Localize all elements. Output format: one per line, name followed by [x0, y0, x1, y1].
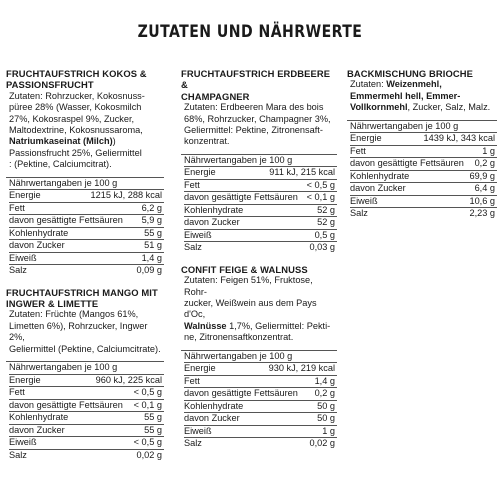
nutrient-value: 6,2 g	[141, 202, 162, 213]
nutrient-value: 1,4 g	[141, 252, 162, 263]
ingredients-line: Geliermittel: Pektine, Zitronensaft-	[184, 125, 323, 136]
nutrition-row	[350, 133, 497, 146]
ingredients-line: 68%, Rohrzucker, Champagner 3%,	[184, 113, 331, 124]
nutrition-row	[184, 192, 337, 205]
nutrient-value: 69,9 g	[469, 170, 495, 181]
product-title	[181, 68, 337, 102]
allergen-text: Emmermehl hell, Emmer-	[350, 90, 461, 101]
ingredients-line: zucker, Weißwein aus dem Pays d'Oc,	[184, 298, 317, 320]
ingredients-line: Zutaten: Früchte (Mangos 61%,	[9, 309, 139, 320]
nutrition-row	[184, 205, 337, 218]
nutrition-row	[184, 401, 337, 414]
ingredients-text	[6, 91, 164, 171]
nutrient-value: 51 g	[144, 240, 162, 251]
nutrition-header-label: Nährwertangaben je 100 g	[184, 154, 293, 165]
nutrient-value: 0,02 g	[136, 449, 162, 460]
nutrition-row	[9, 412, 164, 425]
nutrition-header-label: Nährwertangaben je 100 g	[9, 177, 118, 188]
page-title: ZUTATEN UND NÄHRWERTE	[137, 22, 363, 42]
nutrient-value: < 0,5 g	[133, 387, 162, 398]
nutrient-value: 1,4 g	[314, 375, 335, 386]
ingredients-line: Zutaten: Weizenmehl,	[350, 79, 442, 90]
nutrition-header	[9, 362, 164, 375]
nutrition-row	[184, 167, 337, 180]
nutrient-value: 50 g	[317, 413, 335, 424]
product-block	[181, 264, 337, 450]
nutrition-row	[184, 180, 337, 193]
ingredients-text	[6, 309, 164, 355]
nutrition-row	[350, 158, 497, 171]
nutrient-value: 0,2 g	[474, 158, 495, 169]
nutrient-value: 1 g	[482, 145, 495, 156]
nutrition-row	[9, 265, 164, 277]
nutrition-row	[184, 242, 337, 254]
ingredients-line: Vollkornmehl, Zucker, Salz, Malz.	[350, 102, 491, 113]
nutrient-value: 0,2 g	[314, 388, 335, 399]
product-block	[6, 287, 164, 461]
product-title	[6, 287, 164, 310]
product-title-line: CONFIT FEIGE & WALNUSS	[181, 263, 308, 275]
product-title-line: FRUCHTAUFSTRICH ERDBEERE &	[181, 68, 331, 91]
nutrient-label: davon Zucker	[350, 183, 406, 194]
product-title	[347, 68, 497, 79]
product-block	[6, 68, 164, 277]
nutrient-value: 0,5 g	[314, 229, 335, 240]
nutrient-value: 0,09 g	[136, 265, 162, 276]
nutrition-row	[350, 208, 497, 220]
nutrition-row	[9, 215, 164, 228]
product-block	[181, 68, 337, 254]
nutrient-value: 50 g	[317, 400, 335, 411]
nutrition-row	[184, 217, 337, 230]
nutrient-label: Kohlenhydrate	[350, 170, 410, 181]
nutrient-label: Salz	[9, 265, 27, 276]
nutrient-label: davon gesättigte Fettsäuren	[350, 158, 464, 169]
ingredients-line: Zutaten: Feigen 51%, Fruktose, Rohr-	[184, 275, 313, 297]
nutrient-value: 55 g	[144, 412, 162, 423]
nutrient-label: Energie	[9, 190, 41, 201]
product-title-line: FRUCHTAUFSTRICH KOKOS &	[6, 68, 147, 79]
ingredients-line: : (Pektine, Calciumcitrat).	[9, 159, 112, 170]
nutrient-value: 52 g	[317, 217, 335, 228]
nutrient-label: Kohlenhydrate	[184, 400, 244, 411]
nutrient-label: davon gesättigte Fettsäuren	[184, 192, 298, 203]
nutrition-table	[181, 154, 337, 254]
nutrition-row	[350, 146, 497, 159]
nutrition-row	[184, 426, 337, 439]
nutrient-label: Energie	[9, 374, 41, 385]
allergen-text: Weizenmehl,	[386, 79, 442, 90]
allergen-text: Vollkornmehl	[350, 102, 408, 113]
nutrition-table	[6, 361, 164, 461]
nutrition-header-label: Nährwertangaben je 100 g	[350, 120, 459, 131]
nutrient-label: Salz	[184, 242, 202, 253]
nutrition-header	[184, 155, 337, 168]
nutrition-row	[9, 425, 164, 438]
nutrition-table	[181, 350, 337, 450]
nutrient-label: davon Zucker	[9, 240, 65, 251]
nutrient-value: 5,9 g	[141, 215, 162, 226]
nutrient-value: 1215 kJ, 288 kcal	[90, 190, 162, 201]
product-title-line: CHAMPAGNER	[181, 90, 250, 102]
ingredients-line: Passionsfrucht 25%, Geliermittel	[9, 147, 142, 158]
nutrient-label: davon Zucker	[9, 424, 65, 435]
ingredients-line: Geliermittel (Pektine, Calciumcitrate).	[9, 343, 161, 354]
nutrient-value: 2,23 g	[469, 208, 495, 219]
nutrient-label: Salz	[9, 449, 27, 460]
ingredients-text	[347, 79, 497, 113]
product-title-line: FRUCHTAUFSTRICH MANGO MIT	[6, 286, 158, 298]
nutrition-row	[350, 196, 497, 209]
nutrient-label: Energie	[184, 167, 216, 178]
nutrient-value: 0,02 g	[309, 438, 335, 449]
nutrient-label: Fett	[9, 202, 25, 213]
nutrient-value: 6,4 g	[474, 183, 495, 194]
product-title-line: INGWER & LIMETTE	[6, 298, 99, 310]
nutrition-row	[9, 375, 164, 388]
ingredients-line: Walnüsse 1,7%, Geliermittel: Pekti-	[184, 320, 331, 331]
ingredients-text	[181, 275, 337, 343]
nutrition-row	[184, 413, 337, 426]
nutrient-label: Eiweiß	[184, 425, 212, 436]
nutrition-row	[9, 190, 164, 203]
nutrition-row	[184, 438, 337, 450]
nutrient-value: 960 kJ, 225 kcal	[95, 374, 162, 385]
nutrient-label: Salz	[184, 438, 202, 449]
column-middle	[181, 68, 337, 460]
nutrition-row	[9, 253, 164, 266]
nutrient-label: davon gesättigte Fettsäuren	[184, 388, 298, 399]
nutrition-table	[347, 120, 497, 220]
nutrient-label: Eiweiß	[9, 252, 37, 263]
nutrient-value: 1439 kJ, 343 kcal	[423, 133, 495, 144]
ingredients-text	[181, 102, 337, 148]
nutrition-header	[9, 178, 164, 191]
nutrient-label: Energie	[184, 363, 216, 374]
nutrient-value: < 0,1 g	[306, 192, 335, 203]
nutrient-value: 911 kJ, 215 kcal	[269, 167, 335, 178]
nutrient-value: 10,6 g	[469, 195, 495, 206]
ingredients-line: 27%, Kokosraspel 9%, Zucker,	[9, 113, 135, 124]
nutrition-row	[9, 437, 164, 450]
allergen-text: Natriumkaseinat (Milch)	[9, 136, 113, 147]
nutrition-header-label: Nährwertangaben je 100 g	[184, 350, 293, 361]
nutrient-value: 0,03 g	[309, 242, 335, 253]
nutrient-label: davon gesättigte Fettsäuren	[9, 215, 123, 226]
ingredients-line: Zutaten: Rohrzucker, Kokosnuss-	[9, 90, 145, 101]
nutrient-value: 1 g	[322, 425, 335, 436]
product-title-line: BACKMISCHUNG BRIOCHE	[347, 68, 473, 79]
nutrition-row	[9, 400, 164, 413]
nutrition-header	[350, 121, 497, 134]
ingredients-line: Limetten 6%), Rohrzucker, Ingwer 2%,	[9, 320, 148, 343]
nutrition-row	[184, 363, 337, 376]
nutrient-label: davon gesättigte Fettsäuren	[9, 399, 123, 410]
nutrition-row	[184, 230, 337, 243]
nutrient-label: Eiweiß	[350, 195, 378, 206]
ingredients-line: konzentrat.	[184, 136, 230, 147]
nutrient-value: 930 kJ, 219 kcal	[268, 363, 335, 374]
nutrient-label: Fett	[9, 387, 25, 398]
nutrient-label: Fett	[184, 179, 200, 190]
nutrient-label: Fett	[184, 375, 200, 386]
nutrition-row	[9, 450, 164, 462]
ingredients-line	[350, 91, 497, 102]
nutrition-row	[350, 183, 497, 196]
nutrient-value: < 0,1 g	[133, 399, 162, 410]
ingredients-line: püree 28% (Wasser, Kokosmilch	[9, 102, 142, 113]
nutrient-value: < 0,5 g	[306, 179, 335, 190]
nutrient-label: davon Zucker	[184, 413, 240, 424]
nutrient-label: Fett	[350, 145, 366, 156]
nutrient-value: 55 g	[144, 424, 162, 435]
nutrient-label: Kohlenhydrate	[9, 227, 69, 238]
product-block	[347, 68, 497, 220]
product-title	[181, 264, 337, 275]
ingredients-line: Zutaten: Erdbeeren Mara des bois	[184, 102, 324, 113]
allergen-text: Walnüsse	[184, 320, 227, 331]
product-title	[6, 68, 164, 91]
nutrient-value: 52 g	[317, 204, 335, 215]
nutrient-label: davon Zucker	[184, 217, 240, 228]
nutrition-header	[184, 351, 337, 364]
product-title-line: PASSIONSFRUCHT	[6, 79, 94, 91]
nutrition-row	[9, 228, 164, 241]
nutrition-header-label: Nährwertangaben je 100 g	[9, 362, 118, 373]
nutrition-row	[9, 240, 164, 253]
column-left	[6, 68, 164, 471]
nutrient-label: Eiweiß	[184, 229, 212, 240]
ingredients-line: Natriumkaseinat (Milch))	[9, 136, 116, 147]
nutrient-value: 55 g	[144, 227, 162, 238]
nutrition-row	[184, 388, 337, 401]
nutrient-label: Kohlenhydrate	[184, 204, 244, 215]
nutrient-label: Kohlenhydrate	[9, 412, 69, 423]
ingredients-line: ne, Zitronensaftkonzentrat.	[184, 332, 294, 343]
nutrition-row	[9, 203, 164, 216]
nutrient-label: Energie	[350, 133, 382, 144]
nutrient-value: < 0,5 g	[133, 437, 162, 448]
column-right	[347, 68, 497, 230]
nutrition-row	[9, 387, 164, 400]
nutrient-label: Eiweiß	[9, 437, 37, 448]
nutrition-table	[6, 177, 164, 277]
ingredients-line: Maltodextrine, Kokosnussaroma,	[9, 125, 143, 136]
nutrition-row	[184, 376, 337, 389]
nutrition-row	[350, 171, 497, 184]
nutrient-label: Salz	[350, 208, 368, 219]
